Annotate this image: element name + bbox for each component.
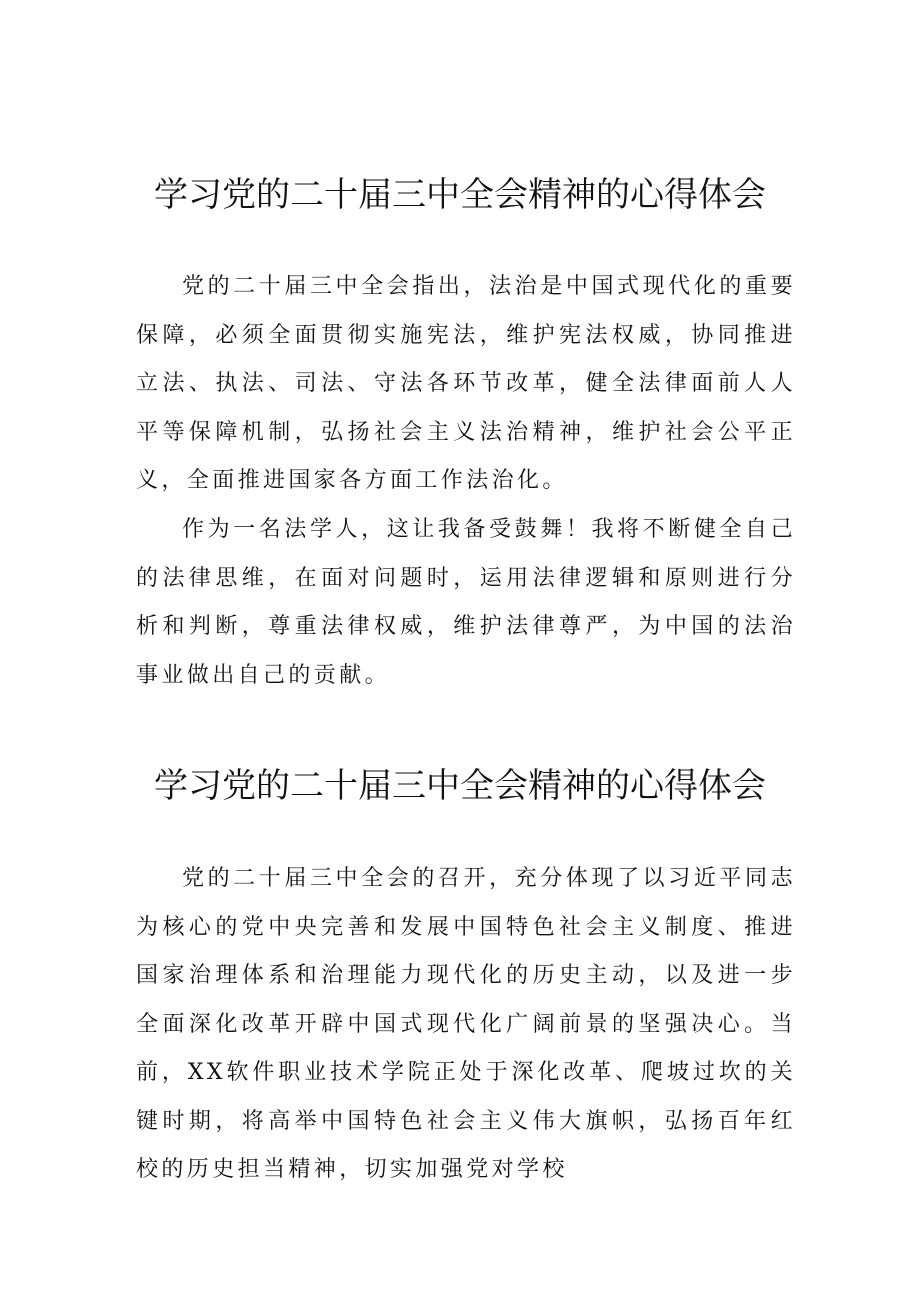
body-paragraph: 作为一名法学人，这让我备受鼓舞！我将不断健全自己的法律思维，在面对问题时，运用法律逻辑和原则进行分析和判断，尊重法律权威，维护法律尊严，为中国的法治事业做出自己的贡献。 (136, 517, 796, 688)
body-paragraph: 党的二十届三中全会的召开，充分体现了以习近平同志为核心的党中央完善和发展中国特色社会主义制度、推进国家治理体系和治理能力现代化的历史主动，以及进一步全面深化改革开辟中国式现代化广阔前景的坚强决心。当前，XX软件职业技术学院正处于深化改革、爬坡过坎的关键时期，将高举中国特色社会主义伟大旗帜，弘扬百年红校的历史担当精神，切实加强党对学校 (136, 866, 796, 1182)
section-title: 学习党的二十届三中全会精神的心得体会 (154, 175, 766, 215)
body-paragraph: 党的二十届三中全会指出，法治是中国式现代化的重要保障，必须全面贯彻实施宪法，维护宪法权威，协同推进立法、执法、司法、守法各环节改革，健全法律面前人人平等保障机制，弘扬社会主义法治精神，维护社会公平正义，全面推进国家各方面工作法治化。 (136, 274, 796, 493)
section-title: 学习党的二十届三中全会精神的心得体会 (154, 766, 766, 806)
